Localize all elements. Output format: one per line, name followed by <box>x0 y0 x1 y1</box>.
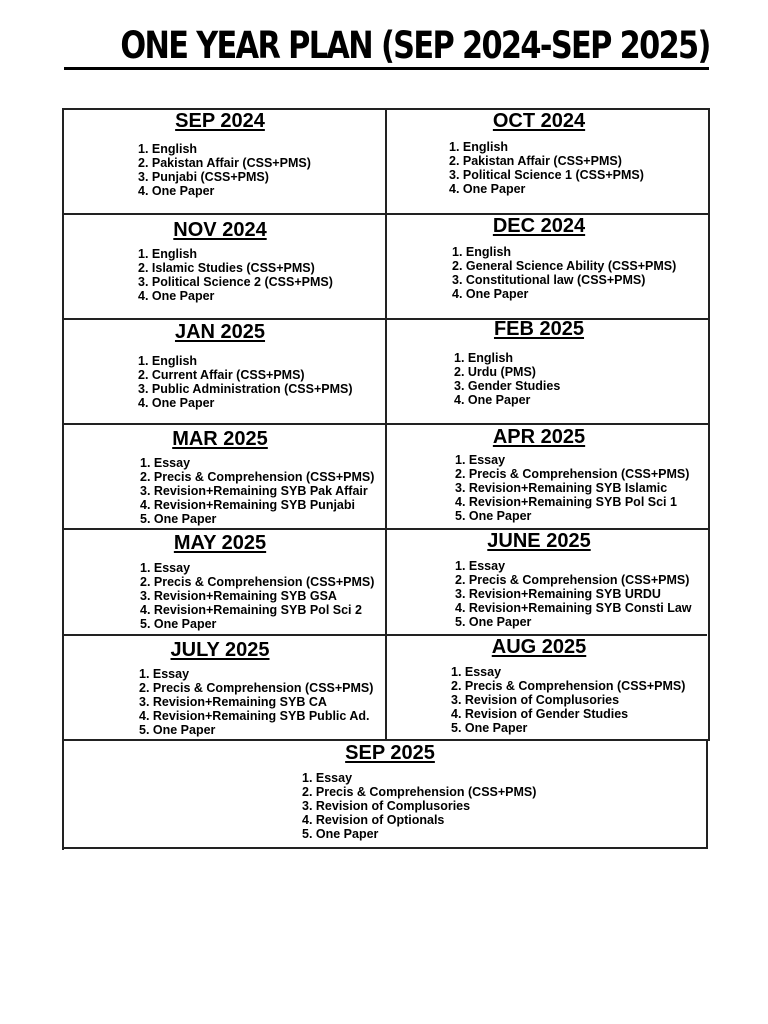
subject-item: 2. Precis & Comprehension (CSS+PMS) <box>455 573 690 587</box>
subject-item: 2. Precis & Comprehension (CSS+PMS) <box>302 785 537 799</box>
subject-item: 5. One Paper <box>140 512 217 526</box>
subject-item: 1. English <box>452 245 512 259</box>
subject-item: 1. English <box>138 247 198 261</box>
subject-item: 1. English <box>138 142 198 156</box>
subject-item: 3. Revision+Remaining SYB URDU <box>455 587 661 601</box>
subject-list <box>302 771 536 841</box>
month-heading: MAR 2025 <box>172 428 268 450</box>
month-cell-aug-2025 <box>62 634 710 739</box>
subject-item: 4. One Paper <box>452 287 529 301</box>
month-heading: MAY 2025 <box>173 532 267 554</box>
subject-item: 5. One Paper <box>302 827 379 841</box>
subject-item: 3. Revision+Remaining SYB GSA <box>140 589 337 603</box>
month-heading: JUNE 2025 <box>487 530 591 552</box>
subject-item: 2. Precis & Comprehension (CSS+PMS) <box>140 470 375 484</box>
subject-item: 4. One Paper <box>138 289 215 303</box>
subject-list <box>451 665 685 735</box>
month-heading: AUG 2025 <box>491 636 587 658</box>
subject-item: 3. Political Science 2 (CSS+PMS) <box>138 275 333 289</box>
subject-item: 1. English <box>454 351 514 365</box>
subject-list <box>452 245 676 301</box>
subject-list <box>449 140 644 196</box>
subject-item: 4. Revision+Remaining SYB Public Ad. <box>139 709 370 723</box>
subject-item: 5. One Paper <box>140 617 217 631</box>
subject-item: 4. Revision of Optionals <box>302 813 445 827</box>
subject-item: 3. Revision+Remaining SYB Pak Affair <box>140 484 368 498</box>
subject-item: 2. Pakistan Affair (CSS+PMS) <box>138 156 311 170</box>
subject-item: 2. Precis & Comprehension (CSS+PMS) <box>140 575 375 589</box>
subject-item: 4. Revision of Gender Studies <box>451 707 629 721</box>
subject-item: 3. Revision of Complusories <box>302 799 471 813</box>
subject-item: 1. Essay <box>139 667 190 681</box>
table-border-bottom <box>62 847 708 849</box>
month-cell-sep-2025 <box>62 739 710 844</box>
title-underline <box>64 67 709 70</box>
subject-item: 3. Revision+Remaining SYB Islamic <box>455 481 668 495</box>
subject-item: 1. Essay <box>140 561 191 575</box>
subject-item: 1. Essay <box>455 559 506 573</box>
subject-item: 1. Essay <box>455 453 506 467</box>
subject-item: 4. One Paper <box>454 393 531 407</box>
subject-list <box>454 351 560 407</box>
subject-item: 3. Gender Studies <box>454 379 561 393</box>
subject-item: 2. Islamic Studies (CSS+PMS) <box>138 261 315 275</box>
month-cell-june-2025 <box>62 528 710 633</box>
subject-item: 2. Urdu (PMS) <box>454 365 536 379</box>
month-heading: OCT 2024 <box>492 110 586 132</box>
month-heading: DEC 2024 <box>492 215 586 237</box>
subject-item: 1. Essay <box>451 665 502 679</box>
subject-item: 2. Current Affair (CSS+PMS) <box>138 368 305 382</box>
page-title: ONE YEAR PLAN (SEP 2024-SEP 2025) <box>120 24 710 67</box>
subject-item: 3. Constitutional law (CSS+PMS) <box>452 273 646 287</box>
subject-item: 4. Revision+Remaining SYB Punjabi <box>140 498 355 512</box>
subject-item: 2. General Science Ability (CSS+PMS) <box>452 259 677 273</box>
subject-item: 1. Essay <box>140 456 191 470</box>
subject-item: 3. Revision+Remaining SYB CA <box>139 695 327 709</box>
subject-item: 4. Revision+Remaining SYB Consti Law <box>455 601 692 615</box>
month-heading: JULY 2025 <box>170 639 270 661</box>
month-cell-feb-2025 <box>62 318 710 423</box>
month-heading: JAN 2025 <box>174 321 266 343</box>
month-heading: FEB 2025 <box>493 318 585 340</box>
subject-item: 1. English <box>449 140 509 154</box>
subject-item: 4. One Paper <box>138 184 215 198</box>
subject-item: 5. One Paper <box>139 723 216 737</box>
month-cell-apr-2025 <box>62 423 710 528</box>
subject-item: 4. One Paper <box>138 396 215 410</box>
month-heading: SEP 2024 <box>175 110 265 132</box>
subject-list <box>455 453 689 523</box>
subject-item: 4. Revision+Remaining SYB Pol Sci 2 <box>140 603 362 617</box>
subject-item: 2. Precis & Comprehension (CSS+PMS) <box>139 681 374 695</box>
subject-item: 2. Precis & Comprehension (CSS+PMS) <box>451 679 686 693</box>
subject-item: 5. One Paper <box>451 721 528 735</box>
month-heading: SEP 2025 <box>345 742 435 764</box>
plan-table <box>62 108 710 848</box>
subject-item: 3. Punjabi (CSS+PMS) <box>138 170 269 184</box>
subject-item: 3. Public Administration (CSS+PMS) <box>138 382 353 396</box>
month-heading: NOV 2024 <box>173 219 267 241</box>
subject-item: 4. Revision+Remaining SYB Pol Sci 1 <box>455 495 677 509</box>
subject-item: 3. Political Science 1 (CSS+PMS) <box>449 168 644 182</box>
subject-item: 1. English <box>138 354 198 368</box>
subject-item: 2. Pakistan Affair (CSS+PMS) <box>449 154 622 168</box>
month-cell-dec-2024 <box>62 213 710 318</box>
subject-item: 1. Essay <box>302 771 353 785</box>
subject-item: 5. One Paper <box>455 615 532 629</box>
month-heading: APR 2025 <box>492 426 586 448</box>
subject-list <box>455 559 692 629</box>
subject-item: 5. One Paper <box>455 509 532 523</box>
subject-item: 2. Precis & Comprehension (CSS+PMS) <box>455 467 690 481</box>
month-cell-oct-2024 <box>62 108 710 213</box>
subject-item: 4. One Paper <box>449 182 526 196</box>
subject-item: 3. Revision of Complusories <box>451 693 620 707</box>
